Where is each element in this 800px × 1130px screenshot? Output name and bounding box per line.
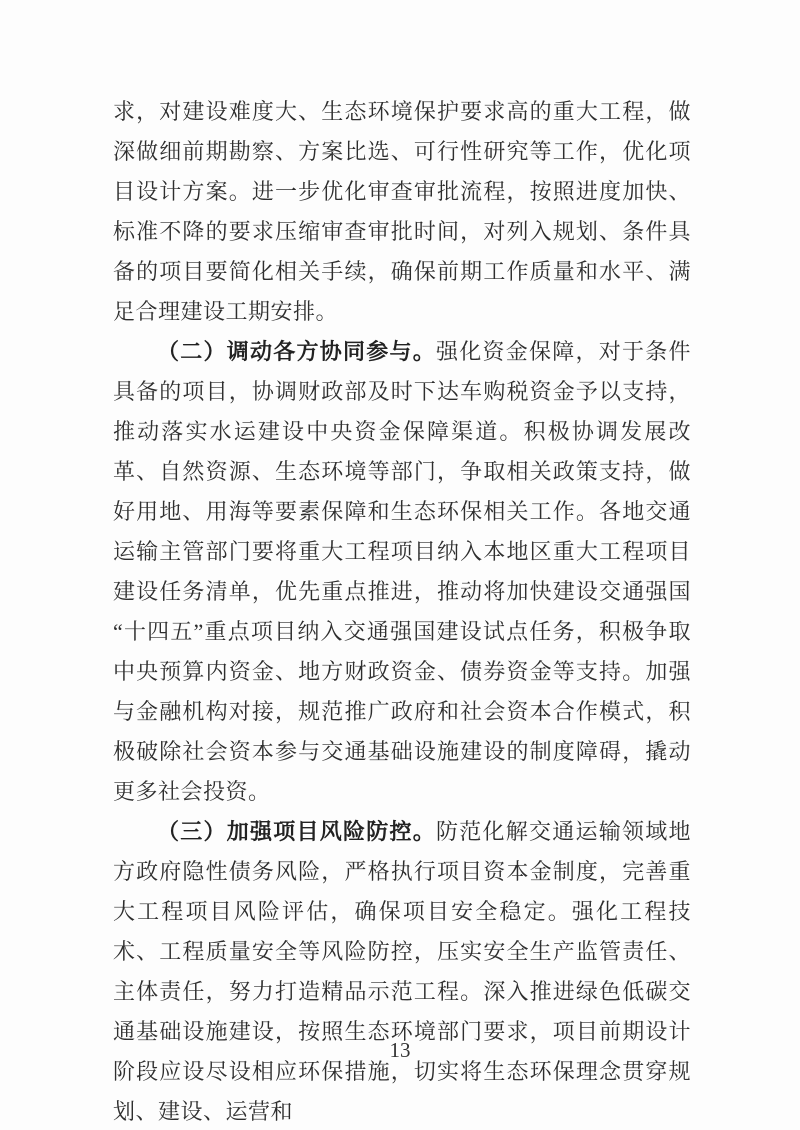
paragraph: [113, 332, 691, 812]
document-body: [113, 92, 691, 1130]
paragraph: [113, 92, 691, 332]
section-heading-run: （二）调动各方协同参与。: [157, 339, 436, 364]
section-heading-run: （三）加强项目风险防控。: [157, 819, 436, 844]
text-run: 防范化解交通运输领域地方政府隐性债务风险，严格执行项目资本金制度，完善重大工程项目风险评估，确保项目安全稳定。强化工程技术、工程质量安全等风险防控，压实安全生产监管责任、主体责任，努力打造精品示范工程。深入推进绿色低碳交通基础设施建设，按照生态环境部门要求，项目前期设计阶段应设尽设相应环保措施，切实将生态环保理念贯穿规划、建设、运营和: [113, 819, 691, 1124]
text-run: 求，对建设难度大、生态环境保护要求高的重大工程，做深做细前期勘察、方案比选、可行性研究等工作，优化项目设计方案。进一步优化审查审批流程，按照进度加快、标准不降的要求压缩审查审批时间，对列入规划、条件具备的项目要简化相关手续，确保前期工作质量和水平、满足合理建设工期安排。: [113, 99, 691, 324]
text-run: 强化资金保障，对于条件具备的项目，协调财政部及时下达车购税资金予以支持，推动落实水运建设中央资金保障渠道。积极协调发展改革、自然资源、生态环境等部门，争取相关政策支持，做好用地、用海等要素保障和生态环保相关工作。各地交通运输主管部门要将重大工程项目纳入本地区重大工程项目建设任务清单，优先重点推进，推动将加快建设交通强国“十四五”重点项目纳入交通强国建设试点任务，积极争取中央预算内资金、地方财政资金、债券资金等支持。加强与金融机构对接，规范推广政府和社会资本合作模式，积极破除社会资本参与交通基础设施建设的制度障碍，撬动更多社会投资。: [113, 339, 691, 804]
paragraph: [113, 812, 691, 1130]
page-number: 13: [389, 1038, 411, 1062]
